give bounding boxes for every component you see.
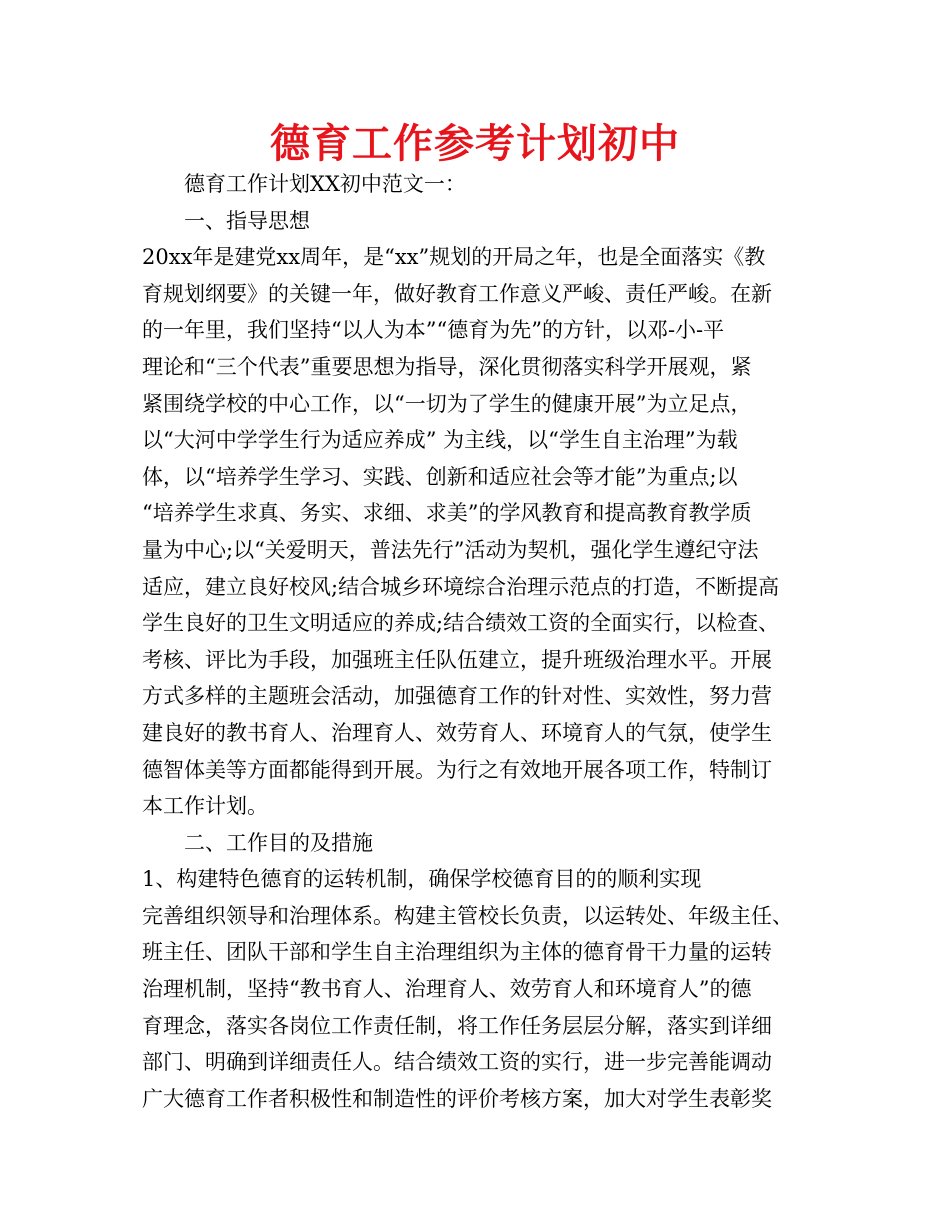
- paragraph-line: 20xx年是建党xx周年，是“xx”规划的开局之年，也是全面落实《教: [142, 245, 766, 270]
- paragraph-line: 部门、明确到详细责任人。结合绩效工资的实行，进一步完善能调动: [142, 1050, 772, 1075]
- paragraph-line: 德智体美等方面都能得到开展。为行之有效地开展各项工作，特制订: [142, 757, 772, 782]
- document-body: [142, 166, 832, 1117]
- heading-line: 二、工作目的及措施: [184, 830, 373, 855]
- paragraph-line: 体，以“培养学生学习、实践、创新和适应社会等才能”为重点;以: [142, 464, 738, 489]
- paragraph-line: 广大德育工作者积极性和制造性的评价考核方案，加大对学生表彰奖: [142, 1086, 772, 1111]
- paragraph-line: 理论和“三个代表”重要思想为指导，深化贯彻落实科学开展观，紧: [142, 354, 752, 379]
- paragraph-line: 量为中心;以“关爱明天，普法先行”活动为契机，强化学生遵纪守法: [142, 537, 759, 562]
- paragraph-line: 班主任、团队干部和学生自主治理组织为主体的德育骨干力量的运转: [142, 940, 772, 965]
- paragraph-line: 考核、评比为手段，加强班主任队伍建立，提升班级治理水平。开展: [142, 647, 772, 672]
- heading-line: 德育工作计划XX初中范文一：: [184, 172, 466, 196]
- paragraph-line: 本工作计划。: [142, 794, 268, 819]
- paragraph-line: “培养学生求真、务实、求细、求美”的学风教育和提高教育教学质: [142, 501, 752, 526]
- paragraph-line: 育规划纲要》的关键一年，做好教育工作意义严峻、责任严峻。在新: [142, 281, 772, 306]
- paragraph-line: 方式多样的主题班会活动，加强德育工作的针对性、实效性，努力营: [142, 684, 772, 709]
- paragraph-line: 建良好的教书育人、治理育人、效劳育人、环境育人的气氛，使学生: [142, 720, 772, 745]
- paragraph-line: 完善组织领导和治理体系。构建主管校长负责，以运转处、年级主任、: [142, 903, 793, 928]
- paragraph-line: 以“大河中学学生行为适应养成” 为主线，以“学生自主治理”为载: [142, 428, 738, 453]
- document-title: 德育工作参考计划初中: [270, 121, 680, 167]
- paragraph-line: 学生良好的卫生文明适应的养成;结合绩效工资的全面实行，以检查、: [142, 611, 780, 636]
- paragraph-line: 1、构建特色德育的运转机制，确保学校德育目的的顺利实现: [142, 867, 702, 892]
- paragraph-line: 紧围绕学校的中心工作，以“一切为了学生的健康开展”为立足点，: [142, 391, 752, 416]
- paragraph-line: 适应，建立良好校风;结合城乡环境综合治理示范点的打造，不断提高: [142, 574, 780, 599]
- heading-line: 一、指导思想: [184, 208, 310, 233]
- paragraph-line: 的一年里，我们坚持“以人为本”“德育为先”的方针，以邓-小-平: [142, 318, 725, 343]
- paragraph-line: 育理念，落实各岗位工作责任制，将工作任务层层分解，落实到详细: [142, 1013, 772, 1038]
- paragraph-line: 治理机制，坚持“教书育人、治理育人、效劳育人和环境育人”的德: [142, 977, 752, 1002]
